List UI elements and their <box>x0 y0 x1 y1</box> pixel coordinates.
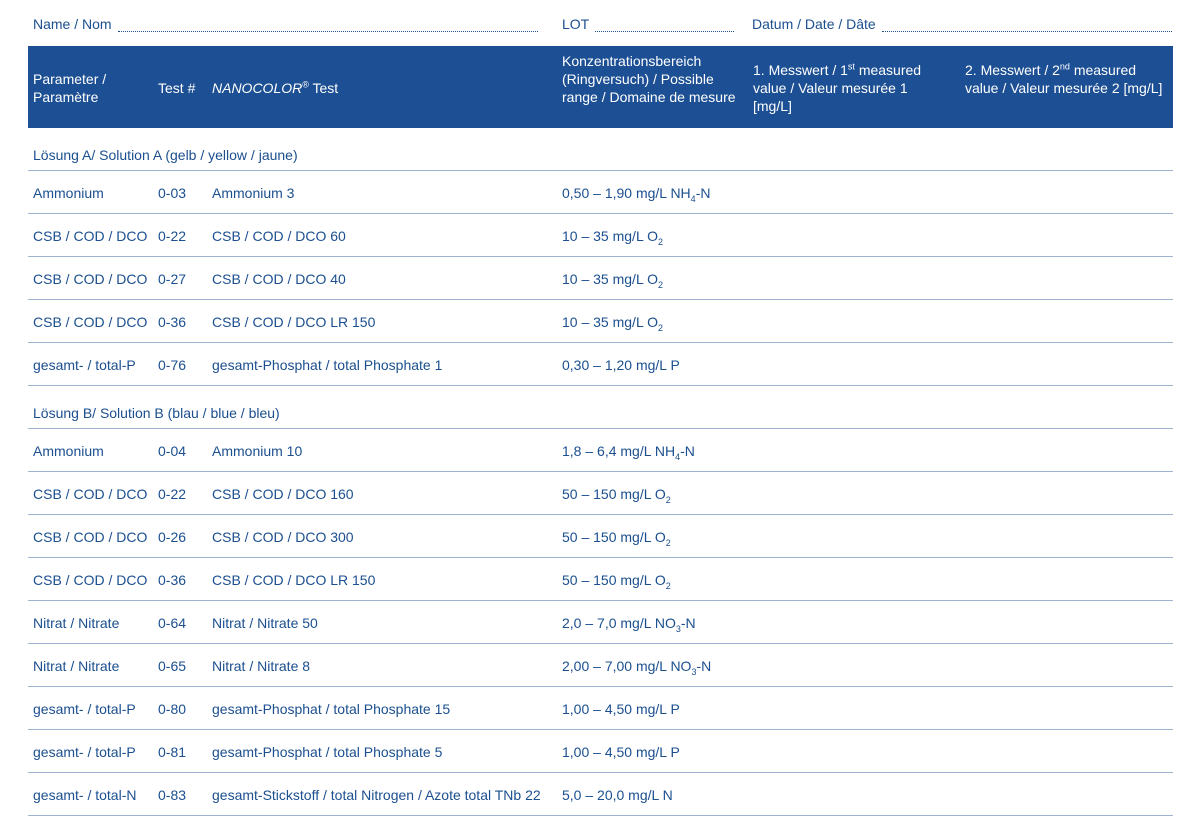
range-cell <box>562 314 663 333</box>
test-name-cell: CSB / COD / DCO 160 <box>212 486 354 502</box>
header-test-number: Test # <box>158 80 196 96</box>
range-subscript: 4 <box>690 193 696 204</box>
range-subscript: 2 <box>657 322 663 333</box>
range-cell <box>562 701 680 717</box>
test-number-cell: 0-81 <box>158 744 187 760</box>
range-cell <box>562 357 680 373</box>
table-row <box>28 644 1173 687</box>
range-suffix: -N <box>696 658 712 674</box>
name-dotted-line[interactable] <box>118 31 538 32</box>
test-name-cell: CSB / COD / DCO 300 <box>212 529 354 545</box>
section-heading <box>28 386 1173 429</box>
range-cell <box>562 271 663 290</box>
test-name-cell: CSB / COD / DCO LR 150 <box>212 572 376 588</box>
range-cell <box>562 228 663 247</box>
name-field[interactable] <box>33 0 538 40</box>
header-test-name <box>212 79 338 97</box>
param-cell: CSB / COD / DCO <box>33 228 148 244</box>
range-value: 1,00 – 4,50 mg/L P <box>562 701 680 717</box>
param-cell: Nitrat / Nitrate <box>33 658 120 674</box>
section-title: Lösung A/ Solution A (gelb / yellow / jaune) <box>33 147 298 163</box>
date-dotted-line[interactable] <box>882 31 1172 32</box>
header-test-word: Test <box>308 80 339 96</box>
test-name-cell: CSB / COD / DCO LR 150 <box>212 314 376 330</box>
range-value: 2,0 – 7,0 mg/L NO <box>562 615 676 631</box>
table-body <box>28 128 1173 816</box>
test-name-cell: gesamt-Phosphat / total Phosphate 15 <box>212 701 451 717</box>
param-cell: Nitrat / Nitrate <box>33 615 120 631</box>
param-cell: Ammonium <box>33 443 104 459</box>
range-subscript: 2 <box>657 236 663 247</box>
table-row <box>28 730 1173 773</box>
range-value: 0,50 – 1,90 mg/L NH <box>562 185 691 201</box>
range-subscript: 3 <box>675 623 681 634</box>
range-suffix: -N <box>695 185 711 201</box>
range-suffix: -N <box>680 443 695 459</box>
lot-dotted-line[interactable] <box>595 31 734 32</box>
test-name-cell: CSB / COD / DCO 40 <box>212 271 346 287</box>
table-row <box>28 257 1173 300</box>
name-label: Name / Nom <box>33 16 112 32</box>
range-cell <box>562 572 671 591</box>
table-row <box>28 687 1173 730</box>
test-name-cell: Nitrat / Nitrate 50 <box>212 615 318 631</box>
range-cell <box>562 658 712 677</box>
param-cell: CSB / COD / DCO <box>33 486 148 502</box>
header-measurement-1: 1. Messwert / 1st measured value / Valeur mesurée 1 [mg/L] <box>753 61 922 114</box>
range-subscript: 2 <box>657 279 663 290</box>
table-row <box>28 429 1173 472</box>
header-range: Konzentrationsbereich (Ringversuch) / Possible range / Domaine de mesure <box>562 53 736 105</box>
range-cell <box>562 443 695 462</box>
header-parameter: Parameter / Paramètre <box>33 71 107 105</box>
date-field[interactable] <box>752 0 1172 40</box>
param-cell: Ammonium <box>33 185 104 201</box>
table-row <box>28 773 1173 816</box>
test-number-cell: 0-27 <box>158 271 187 287</box>
test-name-cell: Nitrat / Nitrate 8 <box>212 658 311 674</box>
range-cell <box>562 529 671 548</box>
date-label: Datum / Date / Dâte <box>752 16 876 32</box>
test-name-cell: gesamt-Phosphat / total Phosphate 1 <box>212 357 443 373</box>
table-row <box>28 515 1173 558</box>
table-row <box>28 343 1173 386</box>
test-number-cell: 0-22 <box>158 228 187 244</box>
section-heading <box>28 128 1173 171</box>
test-name-cell: gesamt-Phosphat / total Phosphate 5 <box>212 744 443 760</box>
range-subscript: 2 <box>665 494 671 505</box>
test-number-cell: 0-26 <box>158 529 187 545</box>
range-subscript: 2 <box>665 537 671 548</box>
table-row <box>28 472 1173 515</box>
range-value: 50 – 150 mg/L O <box>562 529 666 545</box>
test-number-cell: 0-65 <box>158 658 187 674</box>
range-value: 0,30 – 1,20 mg/L P <box>562 357 680 373</box>
lot-label: LOT <box>562 16 590 32</box>
table-header <box>28 46 1173 128</box>
param-cell: gesamt- / total-P <box>33 357 136 373</box>
test-number-cell: 0-76 <box>158 357 187 373</box>
param-cell: gesamt- / total-P <box>33 744 136 760</box>
range-value: 50 – 150 mg/L O <box>562 486 666 502</box>
range-subscript: 3 <box>691 666 697 677</box>
range-suffix: -N <box>680 615 696 631</box>
test-number-cell: 0-64 <box>158 615 187 631</box>
range-value: 10 – 35 mg/L O <box>562 271 658 287</box>
range-value: 5,0 – 20,0 mg/L N <box>562 787 673 803</box>
range-value: 1,00 – 4,50 mg/L P <box>562 744 680 760</box>
range-value: 10 – 35 mg/L O <box>562 228 658 244</box>
range-cell <box>562 185 711 204</box>
range-subscript: 2 <box>665 580 671 591</box>
table-row <box>28 558 1173 601</box>
range-cell <box>562 615 696 634</box>
test-name-cell: gesamt-Stickstoff / total Nitrogen / Azote total TNb 22 <box>212 787 541 803</box>
param-cell: CSB / COD / DCO <box>33 271 148 287</box>
header-brand: NANOCOLOR <box>212 80 303 96</box>
range-value: 1,8 – 6,4 mg/L NH <box>562 443 676 459</box>
table-row <box>28 171 1173 214</box>
test-number-cell: 0-03 <box>158 185 187 201</box>
param-cell: CSB / COD / DCO <box>33 529 148 545</box>
param-cell: CSB / COD / DCO <box>33 572 148 588</box>
table-row <box>28 214 1173 257</box>
param-cell: gesamt- / total-P <box>33 701 136 717</box>
section-title: Lösung B/ Solution B (blau / blue / bleu) <box>33 405 280 421</box>
test-number-cell: 0-04 <box>158 443 187 459</box>
param-cell: CSB / COD / DCO <box>33 314 148 330</box>
range-cell <box>562 787 673 803</box>
lot-field[interactable] <box>562 0 734 40</box>
test-number-cell: 0-80 <box>158 701 187 717</box>
range-value: 2,00 – 7,00 mg/L NO <box>562 658 692 674</box>
range-value: 50 – 150 mg/L O <box>562 572 666 588</box>
test-name-cell: Ammonium 10 <box>212 443 303 459</box>
range-cell <box>562 744 680 760</box>
range-value: 10 – 35 mg/L O <box>562 314 658 330</box>
range-subscript: 4 <box>675 451 681 462</box>
test-number-cell: 0-83 <box>158 787 187 803</box>
header-brand-mark: ® <box>302 79 309 90</box>
test-name-cell: Ammonium 3 <box>212 185 295 201</box>
test-number-cell: 0-22 <box>158 486 187 502</box>
param-cell: gesamt- / total-N <box>33 787 137 803</box>
table-row <box>28 300 1173 343</box>
range-cell <box>562 486 671 505</box>
test-name-cell: CSB / COD / DCO 60 <box>212 228 346 244</box>
header-measurement-2: 2. Messwert / 2nd measured value / Valeur mesurée 2 [mg/L] <box>965 61 1163 96</box>
test-number-cell: 0-36 <box>158 314 187 330</box>
table-row <box>28 601 1173 644</box>
test-number-cell: 0-36 <box>158 572 187 588</box>
